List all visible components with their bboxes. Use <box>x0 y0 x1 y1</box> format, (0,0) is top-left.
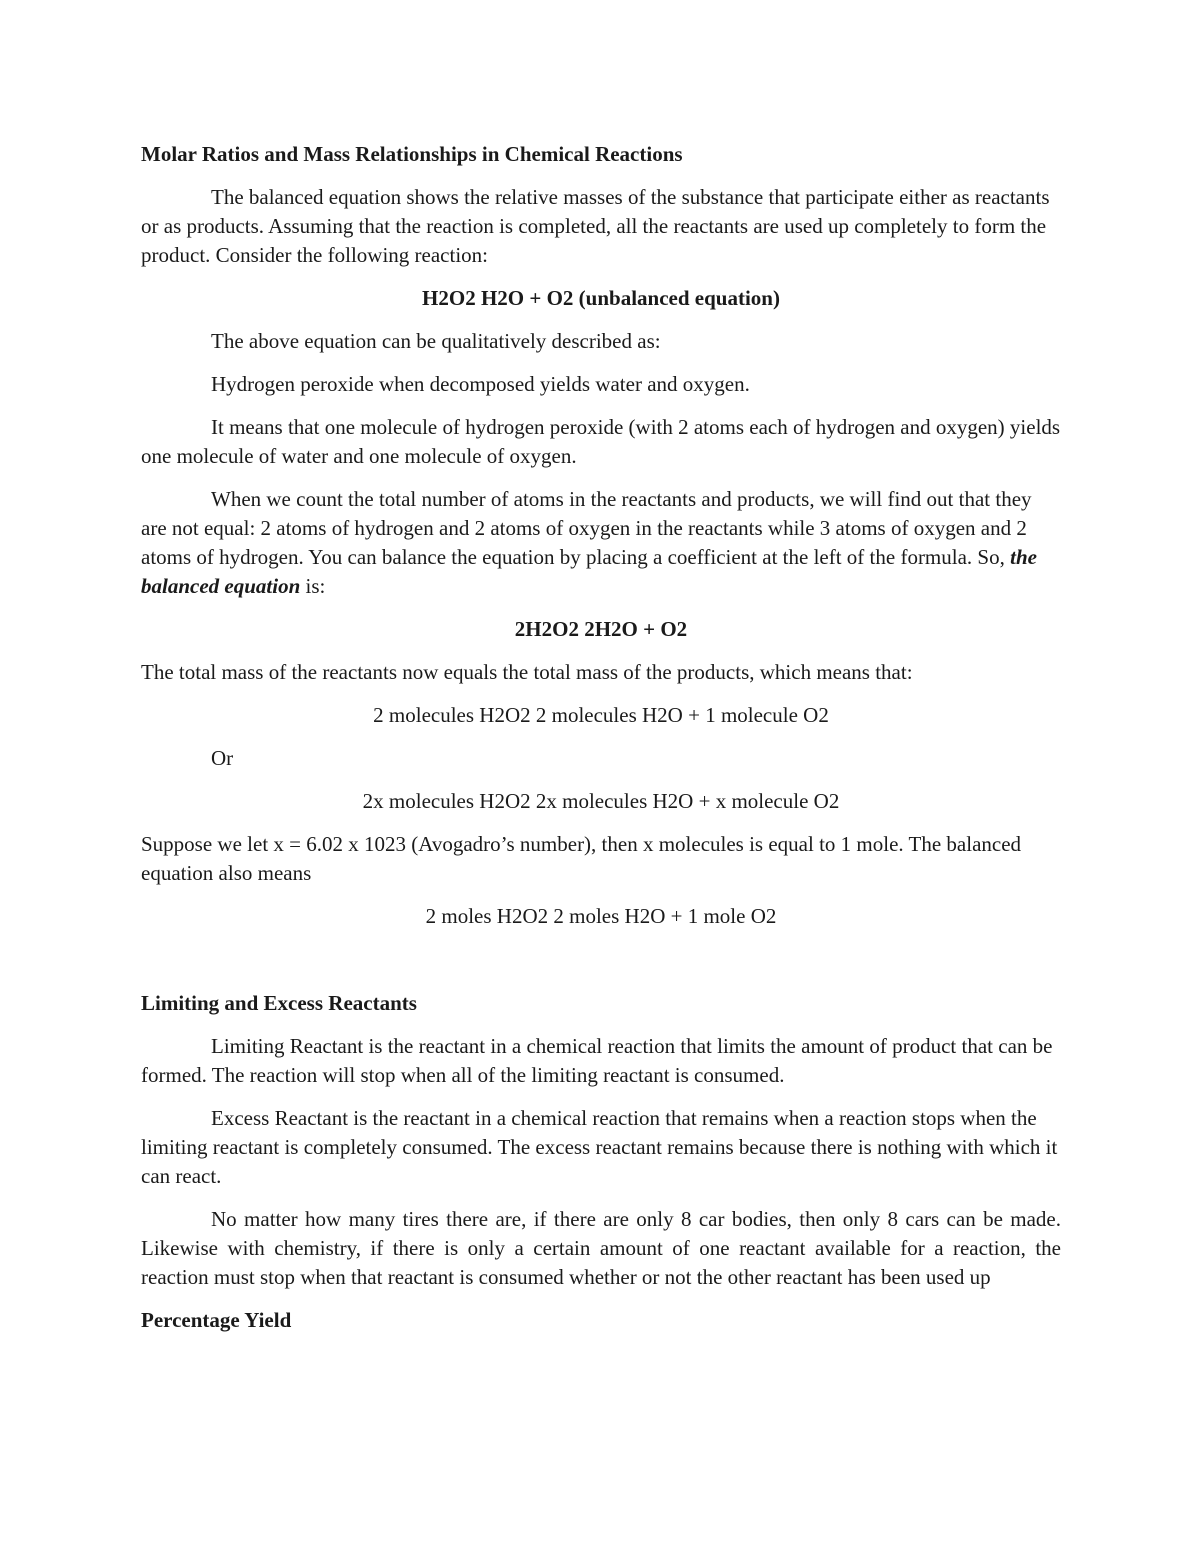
paragraph-qualitative-description: The above equation can be qualitatively described as: <box>211 329 661 353</box>
paragraph-hydrogen-peroxide: Hydrogen peroxide when decomposed yields water and oxygen. <box>211 372 750 396</box>
paragraph-atom-count-end: is: <box>300 574 326 598</box>
equation-x-molecules: 2x molecules H2O2 2x molecules H2O + x molecule O2 <box>362 789 840 813</box>
paragraph-total-mass: The total mass of the reactants now equals the total mass of the products, which means that: <box>141 660 913 684</box>
text-or: Or <box>211 746 234 770</box>
paragraph-balanced-equation-intro: The balanced equation shows the relative masses of the substance that participate either as reactants or as products. Assuming that the reaction is completed, all the reactants are used up completely to form the product. Consider the following reaction: <box>141 185 1050 267</box>
equation-moles: 2 moles H2O2 2 moles H2O + 1 mole O2 <box>425 904 777 928</box>
paragraph-molecule-meaning: It means that one molecule of hydrogen peroxide (with 2 atoms each of hydrogen and oxygen) yields one molecule of water and one molecule of oxygen. <box>141 415 1061 468</box>
paragraph-excess-reactant: Excess Reactant is the reactant in a chemical reaction that remains when a reaction stops when the limiting reactant is completely consumed. The excess reactant remains because there is nothing with which it can react. <box>141 1106 1058 1188</box>
paragraph-limiting-reactant: Limiting Reactant is the reactant in a chemical reaction that limits the amount of product that can be formed. The reaction will stop when all of the limiting reactant is consumed. <box>141 1034 1053 1087</box>
equation-molecules: 2 molecules H2O2 2 molecules H2O + 1 molecule O2 <box>373 703 829 727</box>
equation-unbalanced: H2O2 H2O + O2 (unbalanced equation) <box>422 286 780 310</box>
paragraph-atom-count <box>141 485 1061 601</box>
paragraph-atom-count-text: When we count the total number of atoms in the reactants and products, we will find out that they are not equal: 2 atoms of hydrogen and 2 atoms of oxygen in the reactants while 3 atoms of oxygen and 2 atoms of hydrogen. You can balance the equation by placing a coefficient at the left of the formula. So, <box>141 487 1032 569</box>
section-heading-molar-ratios: Molar Ratios and Mass Relationships in Chemical Reactions <box>141 142 683 166</box>
document-page <box>141 140 1061 1349</box>
equation-balanced: 2H2O2 2H2O + O2 <box>514 617 688 641</box>
section-spacer <box>141 945 1061 989</box>
section-heading-percentage-yield: Percentage Yield <box>141 1308 292 1332</box>
paragraph-car-analogy: No matter how many tires there are, if there are only 8 car bodies, then only 8 cars can be made. Likewise with chemistry, if there is only a certain amount of one reactant available for a reaction, the reaction must stop when that reactant is consumed whether or not the other reactant has been used up <box>141 1207 1061 1289</box>
section-heading-limiting-excess: Limiting and Excess Reactants <box>141 991 417 1015</box>
paragraph-avogadro: Suppose we let x = 6.02 x 1023 (Avogadro’s number), then x molecules is equal to 1 mole. The balanced equation also means <box>141 832 1022 885</box>
balanced-equation-emphasis: the balanced equation <box>141 545 1037 598</box>
